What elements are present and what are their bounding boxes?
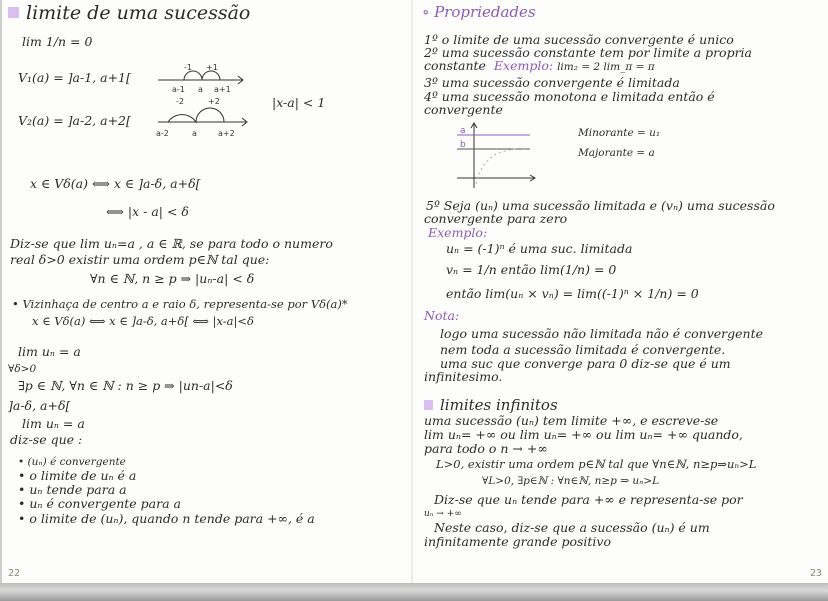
left-page — [0, 0, 414, 583]
example-2-label: Exemplo: — [428, 225, 488, 240]
definition-line-1: Diz-se que lim uₙ=a , a ∈ ℝ, se para todo o numero — [10, 236, 333, 251]
example-2-line: vₙ = 1/n então lim(1/n) = 0 — [446, 262, 617, 277]
bounded-sequence-graph — [452, 122, 542, 190]
equivalence-line-1: x ∈ Vδ(a) ⟺ x ∈ ]a-δ, a+δ[ — [30, 176, 201, 191]
bullet-item: • o limite de (uₙ), quando n tende para +∞, é a — [18, 511, 315, 526]
section-marker-icon — [8, 7, 19, 18]
page-number-left: 22 — [8, 568, 21, 579]
v1-definition: V₁(a) = ]a-1, a+1[ — [18, 70, 131, 85]
bullet-text: uₙ é convergente para a — [29, 496, 181, 511]
svg-text:+1: +1 — [206, 63, 218, 72]
bullet-text: o limite de uₙ é a — [29, 468, 137, 483]
diz-que-label: diz-se que : — [10, 432, 83, 447]
propriedades-title-text: Propriedades — [434, 3, 536, 21]
svg-text:a+2: a+2 — [218, 129, 235, 138]
section-title: limite de uma sucessão — [26, 2, 251, 24]
property-5: 5º Seja (uₙ) uma sucessão limitada e (vₙ) uma sucessão — [426, 198, 775, 213]
property-2: 2º uma sucessão constante tem por limite a propria — [424, 45, 753, 60]
property-4: 4º uma sucessão monotona e limitada então é — [424, 89, 715, 104]
bullet-text: o limite de (uₙ), quando n tende para +∞, é a — [29, 511, 315, 526]
infinite-limit-line: uma sucessão (uₙ) tem limite +∞, e escreve-se — [424, 413, 719, 428]
nota-label: Nota: — [424, 308, 460, 323]
infinite-limit-line: uₙ → +∞ — [424, 509, 462, 519]
scan-bottom-edge — [0, 583, 828, 601]
infinite-limit-line: Neste caso, diz-se que a sucessão (uₙ) é um — [434, 520, 710, 535]
svg-text:+2: +2 — [208, 97, 220, 106]
example-2-line: então lim(uₙ × vₙ) = lim((-1)ⁿ × 1/n) = 0 — [446, 286, 699, 301]
section-title-propriedades: ∘ Propriedades — [422, 3, 536, 21]
bullet-text: (uₙ) é convergente — [27, 456, 126, 468]
svg-text:-1: -1 — [184, 63, 192, 72]
svg-text:a-1: a-1 — [172, 85, 185, 94]
nota-line: nem toda a sucessão limitada é convergente. — [440, 342, 726, 357]
infinite-limit-line: L>0, existir uma ordem p∈ℕ tal que ∀n∈ℕ, n≥p⇒uₙ>L — [436, 457, 757, 471]
svg-text:a: a — [192, 129, 197, 138]
lim-line: lim uₙ = a — [18, 344, 81, 359]
example-label: Exemplo: — [493, 58, 554, 73]
svg-text:-2: -2 — [176, 97, 184, 106]
bullet-item: • o limite de uₙ é a — [18, 468, 137, 483]
property-3: 3º uma sucessão convergente é limitada — [424, 75, 680, 90]
page-number-right: 23 — [810, 568, 823, 579]
definition-formula: ∀n ∈ ℕ, n ≥ p ⇒ |uₙ-a| < δ — [90, 271, 255, 286]
v2-definition: V₂(a) = ]a-2, a+2[ — [18, 113, 131, 128]
interval-line: ]a-δ, a+δ[ — [8, 398, 71, 413]
bullet-item: • uₙ tende para a — [18, 482, 127, 497]
equivalence-line-2: ⟺ |x - a| < δ — [106, 204, 189, 219]
example-inline: lim₂ = 2 lim_π = π — [557, 61, 655, 73]
property-1: 1º o limite de uma sucessão convergente é unico — [424, 32, 734, 47]
minorante-label: Minorante = u₁ — [578, 127, 661, 139]
svg-text:b: b — [460, 140, 466, 150]
nota-line: logo uma sucessão não limitada não é convergente — [440, 326, 764, 341]
v1-number-line-diagram — [158, 60, 248, 96]
property-2-cont — [424, 59, 655, 74]
v2-number-line-diagram — [158, 96, 254, 138]
property-2-cont-text: constante — [424, 58, 486, 73]
example-2-line: uₙ = (-1)ⁿ é uma suc. limitada — [446, 241, 633, 256]
property-4-cont: convergente — [424, 102, 503, 117]
infinite-limit-formula: ∀L>0, ∃p∈ℕ : ∀n∈ℕ, n≥p ⇒ uₙ>L — [482, 475, 660, 487]
infinite-limit-line: lim uₙ= +∞ ou lim uₙ= +∞ ou lim uₙ= +∞ quando, — [424, 427, 743, 442]
lim-example: lim 1/n = 0 — [22, 34, 93, 49]
svg-text:a-2: a-2 — [156, 129, 169, 138]
right-page — [412, 0, 828, 583]
svg-text:a: a — [460, 126, 466, 136]
forall-delta-line: ∀δ>0 — [8, 363, 37, 375]
vizinhanca-line-1: • Vizinhaça de centro a e raio δ, representa-se por Vδ(a)* — [12, 297, 348, 311]
infinite-limit-line: para todo o n → +∞ — [424, 441, 548, 456]
svg-text:a: a — [198, 85, 203, 94]
property-5-cont: convergente para zero — [424, 211, 568, 226]
abs-inequality: |x-a| < 1 — [272, 95, 326, 110]
svg-text:a+1: a+1 — [214, 85, 231, 94]
nota-line: uma suc que converge para 0 diz-se que é um — [440, 356, 731, 371]
section-marker-icon — [424, 400, 433, 410]
majorante-label: Majorante = a — [578, 147, 655, 159]
lim-line-2: lim uₙ = a — [22, 416, 85, 431]
bullet-item: • (uₙ) é convergente — [18, 456, 126, 468]
infinite-limit-line: infinitamente grande positivo — [424, 534, 612, 549]
vizinhanca-line-2: x ∈ Vδ(a) ⟺ x ∈ ]a-δ, a+δ[ ⟺ |x-a|<δ — [32, 314, 254, 328]
infinite-limit-line: Diz-se que uₙ tende para +∞ e representa-se por — [434, 492, 743, 507]
bullet-text: uₙ tende para a — [29, 482, 127, 497]
bullet-item: • uₙ é convergente para a — [18, 496, 181, 511]
section-title-limites-infinitos: limites infinitos — [440, 396, 558, 414]
definition-line-2: real δ>0 existir uma ordem p∈ℕ tal que: — [10, 252, 270, 267]
nota-line: infinitesimo. — [424, 369, 503, 384]
exists-p-line: ∃p ∈ ℕ, ∀n ∈ ℕ : n ≥ p ⇒ |un-a|<δ — [18, 378, 233, 393]
